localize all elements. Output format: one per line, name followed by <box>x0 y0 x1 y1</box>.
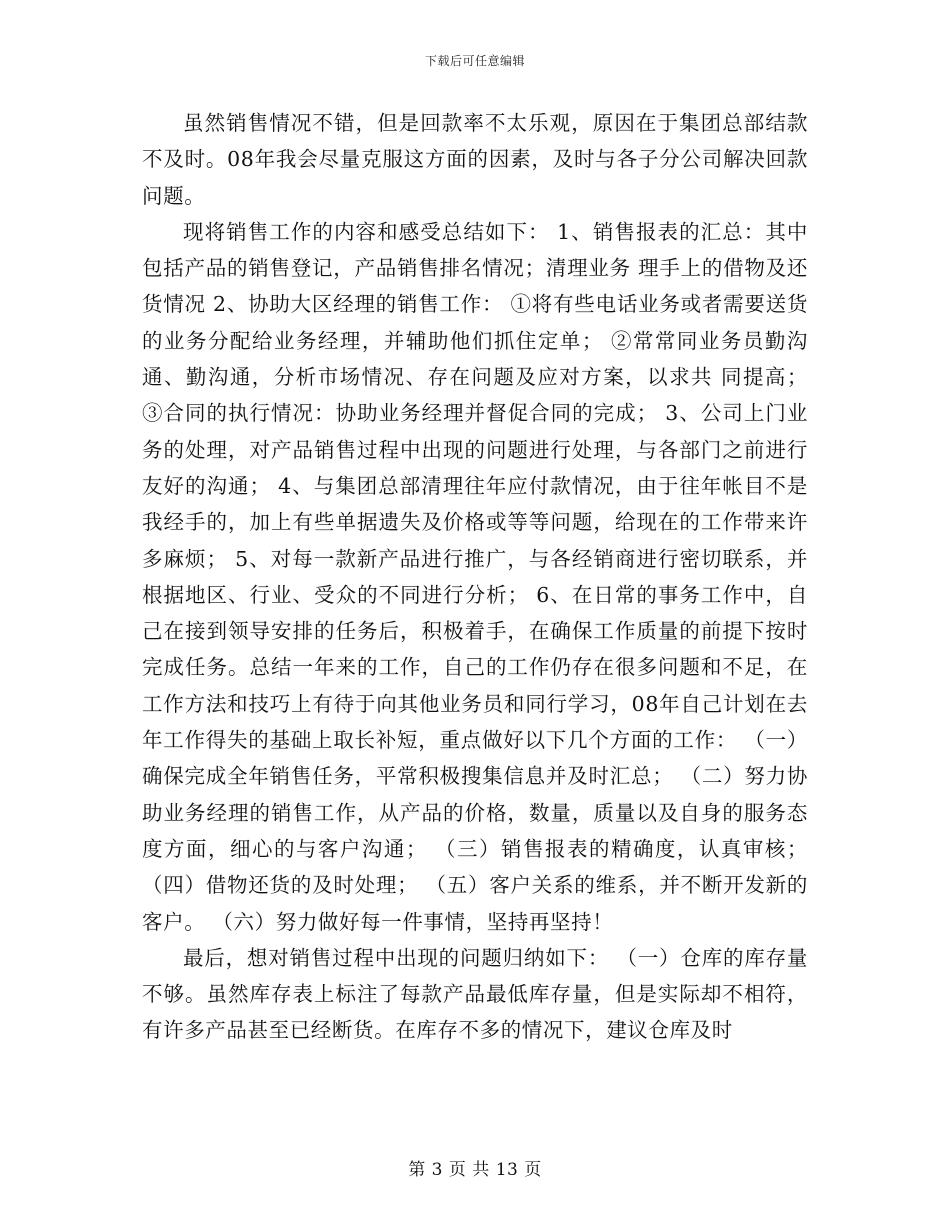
header-note: 下载后可任意编辑 <box>424 54 525 68</box>
paragraph-payment: 虽然销售情况不错，但是回款率不太乐观，原因在于集团总部结款不及时。08年我会尽量克服这方面的因素，及时与各子分公司解决回款问题。 <box>142 111 808 208</box>
document-body <box>142 105 808 1049</box>
page-number-label: 第 3 页 共 13 页 <box>408 1160 542 1180</box>
page-number-footer <box>0 1155 950 1180</box>
paragraph-work-summary: 现将销售工作的内容和感受总结如下： 1、销售报表的汇总：其中包括产品的销售登记，产品销售排名情况；清理业务 理手上的借物及还货情况 2、协助大区经理的销售工作： ①将有些电话业务或者需要送货的业务分配给业务经理，并辅助他们抓住定单； ②常常同业务员勤沟通、勤沟通，分析市场情况、存在问题及应对方案，以求共 同提高； ③合同的执行情况：协助业务经理并督促合同的完成； 3、公司上门业务的处理，对产品销售过程中出现的问题进行处理，与各部门之前进行友好的沟通； 4、与集团总部清理往年应付款情况，由于往年帐目不是我经手的，加上有些单据遗失及价格或等等问题，给现在的工作带来许多麻烦； 5、对每一款新产品进行推广，与各经销商进行密切联系，并根据地区、行业、受众的不同进行分析； 6、在日常的事务工作中，自己在接到领导安排的任务后，积极着手，在确保工作质量的前提下按时完成任务。总结一年来的工作，自己的工作仍存在很多问题和不足，在工作方法和技巧上有待于向其他业务员和同行学习，08年自己计划在去年工作得失的基础上取长补短，重点做好以下几个方面的工作： （一）确保完成全年销售任务，平常积极搜集信息并及时汇总； （二）努力协助业务经理的销售工作，从产品的价格，数量，质量以及自身的服务态度方面，细心的与客户沟通； （三）销售报表的精确度，认真审核； （四）借物还货的及时处理； （五）客户关系的维系，并不断开发新的客户。 （六）努力做好每一件事情，坚持再坚持！ <box>142 219 808 934</box>
paragraph-problems: 最后，想对销售过程中出现的问题归纳如下： （一）仓库的库存量不够。虽然库存表上标注了每款产品最低库存量，但是实际却不相符，有许多产品甚至已经断货。在库存不多的情况下，建议仓库及时 <box>142 945 808 1043</box>
